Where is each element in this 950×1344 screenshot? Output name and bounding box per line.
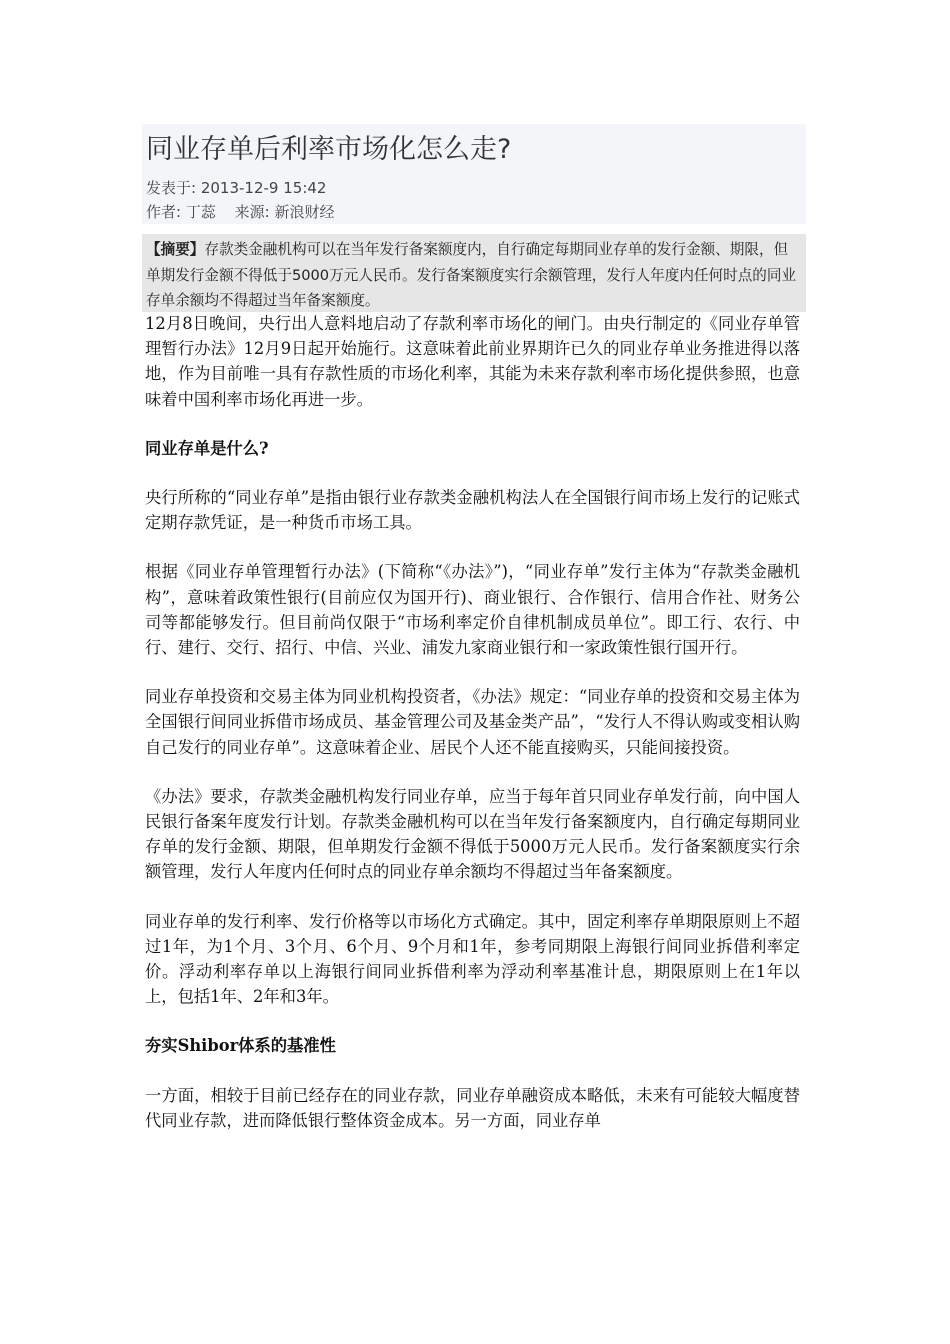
section-heading: 夯实Shibor体系的基准性 [145, 1036, 336, 1056]
author-label: 作者: [146, 203, 182, 221]
article-header [142, 124, 806, 224]
section-heading: 同业存单是什么? [145, 438, 269, 458]
paragraph: 12月8日晚间，央行出人意料地启动了存款利率市场化的闸门。由央行制定的《同业存单管理暂行办法》12月9日起开始施行。这意味着此前业界期许已久的同业存单业务推进得以落地，作为目前唯一具有存款性质的市场化利率，其能为未来存款利率市场化提供参照，也意味着中国利率市场化再进一步。 [145, 314, 800, 409]
paragraph: 同业存单投资和交易主体为同业机构投资者，《办法》规定：“同业存单的投资和交易主体为全国银行间同业拆借市场成员、基金管理公司及基金类产品”，“发行人不得认购或变相认购自己发行的同业存单”。这意味着企业、居民个人还不能直接购买，只能间接投资。 [145, 687, 800, 757]
summary-tag: 【摘要】 [146, 241, 205, 258]
byline [146, 200, 806, 224]
paragraph: 一方面，相较于目前已经存在的同业存款，同业存单融资成本略低，未来有可能较大幅度替代同业存款，进而降低银行整体资金成本。另一方面，同业存单 [145, 1085, 800, 1130]
article-summary [142, 234, 806, 312]
publish-info [146, 176, 806, 200]
paragraph: 同业存单的发行利率、发行价格等以市场化方式确定。其中，固定利率存单期限原则上不超过1年，为1个月、3个月、6个月、9个月和1年，参考同期限上海银行间同业拆借利率定价。浮动利率存单以上海银行间同业拆借利率为浮动利率基准计息，期限原则上在1年以上，包括1年、2年和3年。 [145, 911, 800, 1007]
published-label: 发表于: [146, 179, 197, 197]
source-label: 来源: [234, 203, 270, 221]
article-body [145, 311, 800, 1157]
paragraph: 根据《同业存单管理暂行办法》(下简称“《办法》”)，“同业存单”发行主体为“存款类金融机构”，意味着政策性银行(目前应仅为国开行)、商业银行、合作银行、信用合作社、财务公司等都能够发行。但目前尚仅限于“市场利率定价自律机制成员单位”。即工行、农行、中行、建行、交行、招行、中信、兴业、浦发九家商业银行和一家政策性银行国开行。 [145, 562, 800, 658]
published-time: 2013-12-9 15:42 [200, 179, 327, 197]
source-name: 新浪财经 [274, 203, 335, 221]
article-title: 同业存单后利率市场化怎么走? [146, 134, 512, 165]
paragraph: 央行所称的“同业存单”是指由银行业存款类金融机构法人在全国银行间市场上发行的记账式定期存款凭证，是一种货币市场工具。 [145, 488, 800, 533]
summary-text: 存款类金融机构可以在当年发行备案额度内，自行确定每期同业存单的发行金额、期限，但单期发行金额不得低于5000万元人民币。发行备案额度实行余额管理，发行人年度内任何时点的同业存单余额均不得超过当年备案额度。 [146, 241, 797, 309]
paragraph: 《办法》要求，存款类金融机构发行同业存单，应当于每年首只同业存单发行前，向中国人民银行备案年度发行计划。存款类金融机构可以在当年发行备案额度内，自行确定每期同业存单的发行金额、期限，但单期发行金额不得低于5000万元人民币。发行备案额度实行余额管理，发行人年度内任何时点的同业存单余额均不得超过当年备案额度。 [145, 786, 800, 882]
author-name: 丁蕊 [185, 203, 216, 221]
